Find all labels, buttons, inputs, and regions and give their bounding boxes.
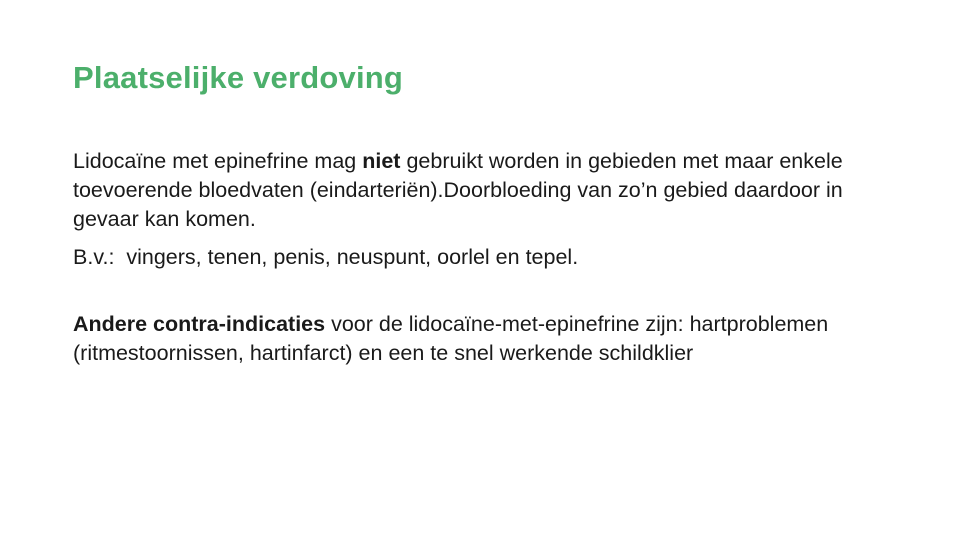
paragraph1-text-start: Lidocaïne met epinefrine mag [73, 149, 363, 173]
paragraph-contraindication-areas [73, 147, 903, 234]
paragraph3-emphasis: Andere contra-indicaties [73, 312, 326, 336]
paragraph1-emphasis: niet [362, 149, 401, 173]
paragraph1-text-end: gebruikt worden in gebieden met maar enkele toevoerende bloedvaten (eindarteriën).Doorbloeding van zo’n gebied daardoor in gevaar kan komen. [73, 149, 843, 231]
slide-body [73, 147, 903, 368]
slide-title: Plaatselijke verdoving [73, 60, 404, 95]
paragraph3-text: voor de lidocaïne-met-epinefrine zijn: hartproblemen (ritmestoornissen, hartinfarct) en een te snel werkende schildklier [73, 312, 829, 365]
paragraph-examples: B.v.: vingers, tenen, penis, neuspunt, oorlel en tepel. [73, 245, 579, 269]
paragraph-other-contraindications [73, 310, 903, 368]
